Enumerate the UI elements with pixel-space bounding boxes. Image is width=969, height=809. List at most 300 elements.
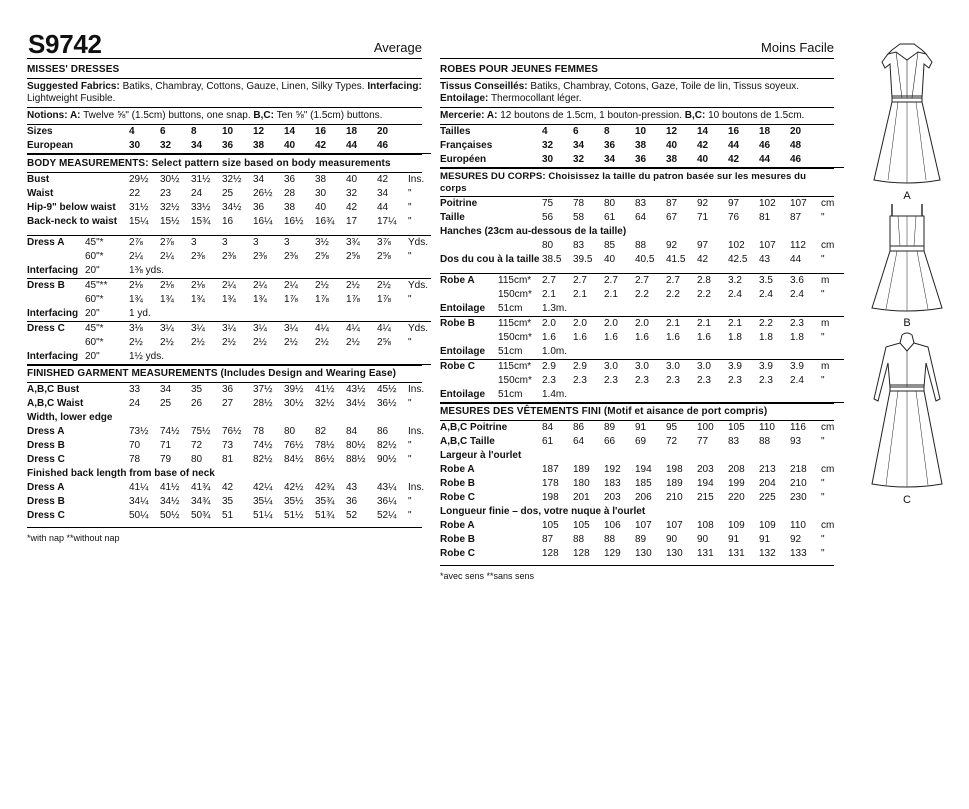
table-cell: " — [408, 337, 412, 348]
table-cell: 38 — [635, 140, 647, 151]
french-column — [440, 32, 834, 582]
table-cell: cm — [821, 198, 835, 209]
table-cell: 185 — [635, 478, 652, 489]
table-cell: " — [821, 478, 825, 489]
table-cell: A,B,C Taille — [440, 436, 495, 447]
table-cell: Tailles — [440, 126, 471, 137]
table-cell: 2.2 — [697, 289, 711, 300]
table-cell: A,B,C Bust — [27, 384, 80, 395]
table-cell: 80½ — [346, 440, 366, 451]
table-cell: " — [821, 332, 825, 343]
technical-drawings — [852, 40, 962, 506]
table-cell: 180 — [573, 478, 590, 489]
table-cell: 2⅛ — [160, 280, 174, 291]
table-cell: 10 — [222, 126, 234, 137]
table-cell: 50¾ — [191, 510, 211, 521]
table-cell — [440, 331, 498, 345]
table-cell: 82 — [315, 426, 327, 437]
table-cell: 2⅜ — [222, 251, 236, 262]
table-cell: 18 — [759, 126, 771, 137]
table-cell: 51¾ — [315, 510, 335, 521]
table-cell: 32 — [160, 139, 191, 154]
table-cell: 2½ — [315, 280, 329, 291]
table-cell: 2.7 — [635, 275, 649, 286]
table-cell: 1½ yds. — [129, 350, 160, 365]
table-cell: 2⅛ — [129, 280, 143, 291]
table-cell: " — [821, 254, 825, 265]
table-cell: 2.1 — [697, 318, 711, 329]
table-row — [440, 302, 844, 317]
table-cell — [284, 307, 315, 322]
table-cell: Hip-9" below waist — [27, 202, 116, 213]
table-cell: m — [821, 275, 830, 286]
table-cell: 46 — [377, 139, 408, 154]
table-cell: 2½ — [346, 337, 360, 348]
table-cell: 90 — [666, 534, 678, 545]
table-cell: 36¼ — [377, 496, 397, 507]
table-cell: 93 — [790, 436, 802, 447]
table-cell: " — [821, 375, 825, 386]
table-cell: 14 — [284, 126, 296, 137]
table-cell: 102 — [728, 240, 745, 251]
table-cell: 6 — [160, 126, 166, 137]
table-cell: 115cm* — [498, 318, 532, 329]
table-cell: 2.4 — [759, 289, 773, 300]
table-cell: 89 — [635, 534, 647, 545]
table-cell: 2½ — [377, 280, 391, 291]
section-title-fr: ROBES POUR JEUNES FEMMES — [440, 59, 834, 79]
table-cell — [191, 307, 222, 322]
table-cell: 29½ — [129, 174, 149, 185]
table-cell — [284, 350, 315, 365]
table-cell: " — [408, 440, 412, 451]
table-cell: 42½ — [284, 482, 304, 493]
table-cell: Robe B — [440, 478, 475, 489]
table-cell — [408, 350, 431, 365]
table-cell — [160, 264, 191, 279]
table-cell: 2.4 — [728, 289, 742, 300]
table-cell: Entoilage — [440, 388, 498, 403]
table-cell: 2.0 — [635, 318, 649, 329]
table-cell: " — [408, 398, 412, 409]
table-cell: 38 — [315, 174, 327, 185]
table-cell: 44 — [346, 139, 377, 154]
table-cell: 204 — [759, 478, 776, 489]
table-cell: 2¼ — [284, 280, 298, 291]
table-cell: 61 — [542, 436, 554, 447]
table-cell: 3.5 — [759, 275, 773, 286]
table-row — [440, 139, 844, 153]
table-cell: 38 — [666, 153, 697, 168]
table-cell: 106 — [604, 520, 621, 531]
table-cell: 10 — [635, 126, 647, 137]
table-cell: 40 — [284, 139, 315, 154]
table-cell: Robe B — [440, 318, 475, 329]
body-measurements-title-fr: MESURES DU CORPS: Choisissez la taille du patron basée sur les mesures du corps — [440, 168, 834, 197]
table-cell — [790, 345, 821, 360]
table-cell: 2.4 — [790, 375, 804, 386]
table-row — [27, 336, 431, 350]
table-cell: 84½ — [284, 454, 304, 465]
table-cell: 36 — [284, 174, 296, 185]
table-cell: Bust — [27, 174, 50, 185]
table-cell: 42¾ — [315, 482, 335, 493]
table-cell: 35½ — [284, 496, 304, 507]
table-cell: " — [821, 492, 825, 503]
table-cell: Robe A — [440, 520, 475, 531]
table-cell: cm — [821, 240, 835, 251]
table-cell: 2.1 — [542, 289, 556, 300]
table-cell: Dress B — [27, 440, 65, 451]
table-cell: 88 — [573, 534, 585, 545]
table-cell: 2.0 — [604, 318, 618, 329]
table-cell: 128 — [542, 548, 559, 559]
table-cell: Dress C — [27, 323, 65, 334]
table-cell: 17¼ — [377, 216, 397, 227]
table-row — [440, 331, 844, 345]
table-cell: 90 — [697, 534, 709, 545]
table-cell: 4¼ — [377, 323, 391, 334]
table-cell — [790, 302, 821, 317]
table-cell: Dress C — [27, 510, 65, 521]
table-cell: 30½ — [160, 174, 180, 185]
table-cell: " — [408, 294, 412, 305]
table-cell: 1¾ — [253, 294, 267, 305]
table-cell: 3.9 — [728, 361, 742, 372]
table-cell: 80 — [542, 240, 554, 251]
table-cell: 43½ — [346, 384, 366, 395]
table-cell: 15¼ — [129, 216, 149, 227]
table-cell: 132 — [759, 548, 776, 559]
table-cell: 92 — [790, 534, 802, 545]
table-cell: 40 — [666, 140, 678, 151]
table-cell: 25 — [160, 398, 172, 409]
table-row — [27, 279, 431, 294]
table-cell: 71 — [160, 440, 172, 451]
finished-measurements-title: FINISHED GARMENT MEASUREMENTS (Includes Design and Wearing Ease) — [27, 365, 422, 383]
table-cell: 44 — [728, 140, 740, 151]
table-cell — [728, 388, 759, 403]
table-cell — [27, 250, 85, 264]
table-cell: Dos du cou à la taille — [440, 254, 540, 265]
table-cell: 42 — [315, 139, 346, 154]
table-cell — [377, 350, 408, 365]
table-cell: 15½ — [160, 216, 180, 227]
table-cell: Dress C — [27, 454, 65, 465]
table-cell: 18 — [346, 126, 358, 137]
table-cell: 2.2 — [635, 289, 649, 300]
table-cell: 194 — [635, 464, 652, 475]
table-cell: 3¼ — [284, 323, 298, 334]
width-subtitle: Width, lower edge — [27, 412, 113, 423]
table-cell: " — [821, 548, 825, 559]
table-cell: 3¼ — [191, 323, 205, 334]
table-cell: 3.6 — [790, 275, 804, 286]
table-cell: 194 — [697, 478, 714, 489]
table-cell — [728, 302, 759, 317]
table-cell: 33 — [129, 384, 141, 395]
table-cell — [759, 345, 790, 360]
table-cell: 61 — [604, 212, 616, 223]
length-subtitle-fr: Longueur finie – dos, votre nuque à l'ourlet — [440, 506, 646, 517]
table-cell: 58 — [573, 212, 585, 223]
table-cell: 2.9 — [573, 361, 587, 372]
table-cell: 25 — [222, 188, 234, 199]
table-cell: 34 — [573, 140, 585, 151]
width-table — [27, 425, 431, 467]
table-cell: 51¼ — [253, 510, 273, 521]
table-cell: 74½ — [160, 426, 180, 437]
table-cell: 64 — [635, 212, 647, 223]
table-cell: 28½ — [253, 398, 273, 409]
table-row — [440, 197, 844, 211]
table-cell — [697, 388, 728, 403]
table-cell: 2½ — [160, 337, 174, 348]
table-cell — [408, 264, 431, 279]
table-cell: 32 — [346, 188, 358, 199]
table-cell: Dress A — [27, 237, 65, 248]
table-cell: 78 — [129, 454, 141, 465]
table-row — [440, 421, 844, 435]
table-cell: 3⅛ — [129, 323, 143, 334]
table-cell: 183 — [604, 478, 621, 489]
table-cell: 86½ — [315, 454, 335, 465]
table-cell: 30 — [129, 139, 160, 154]
table-cell: 31½ — [191, 174, 211, 185]
table-cell: 44 — [377, 202, 389, 213]
table-cell: 34 — [604, 153, 635, 168]
body-measurements-table — [27, 173, 431, 229]
table-cell: 12 — [666, 126, 678, 137]
table-row — [27, 322, 431, 337]
table-cell: 2½ — [129, 337, 143, 348]
table-cell: 43 — [759, 254, 771, 265]
table-row — [27, 139, 431, 154]
table-cell — [346, 350, 377, 365]
body-measurements-table-fr — [440, 197, 844, 225]
table-cell: 1.8 — [728, 332, 742, 343]
table-cell: 2¼ — [160, 251, 174, 262]
table-cell — [346, 307, 377, 322]
table-cell: 1.8 — [759, 332, 773, 343]
table-cell: 3¼ — [160, 323, 174, 334]
table-cell: 74½ — [253, 440, 273, 451]
table-cell: 2.4 — [790, 289, 804, 300]
table-cell: 2.1 — [604, 289, 618, 300]
finished-table — [27, 383, 431, 411]
table-cell — [573, 345, 604, 360]
table-row — [440, 388, 844, 403]
table-cell: Interfacing — [27, 264, 85, 279]
table-cell: 102 — [759, 198, 776, 209]
table-cell: 67 — [666, 212, 678, 223]
table-cell: 52¼ — [377, 510, 397, 521]
table-cell: 198 — [542, 492, 559, 503]
table-cell: 201 — [573, 492, 590, 503]
table-cell: 85 — [604, 240, 616, 251]
table-row — [27, 236, 431, 251]
table-cell: 109 — [759, 520, 776, 531]
table-cell: 2¼ — [222, 280, 236, 291]
table-cell: Ins. — [408, 174, 425, 185]
table-cell: " — [408, 510, 412, 521]
table-cell: 38 — [284, 202, 296, 213]
table-cell: 16 — [222, 216, 234, 227]
table-cell: 3½ — [315, 237, 329, 248]
table-cell: 41¾ — [191, 482, 211, 493]
table-row — [27, 425, 431, 439]
fabrics-paragraph-fr: Tissus Conseillés: Batiks, Chambray, Cotons, Gaze, Toile de lin, Tissus soyeux. Entoilage: Thermocollant léger. — [440, 79, 834, 108]
table-cell: 39½ — [284, 384, 304, 395]
table-cell — [790, 388, 821, 403]
table-cell: 42 — [346, 202, 358, 213]
table-cell: 100 — [697, 422, 714, 433]
table-cell: Ins. — [408, 482, 425, 493]
table-cell: m — [821, 318, 830, 329]
table-row — [27, 350, 431, 365]
table-cell: 2.3 — [604, 375, 618, 386]
table-row — [440, 519, 844, 533]
table-cell: 42.5 — [728, 254, 748, 265]
table-cell: 80 — [604, 198, 616, 209]
table-row — [440, 211, 844, 225]
table-cell: 30 — [542, 153, 573, 168]
table-cell — [222, 264, 253, 279]
table-cell: 24 — [191, 188, 203, 199]
table-cell: 3 — [222, 237, 228, 248]
table-cell — [440, 239, 542, 253]
table-cell: cm — [821, 422, 835, 433]
table-cell: 83 — [635, 198, 647, 209]
table-cell: 26 — [191, 398, 203, 409]
table-cell: Entoilage — [440, 345, 498, 360]
table-cell — [191, 350, 222, 365]
table-cell: 2.3 — [790, 318, 804, 329]
table-cell: 50½ — [160, 510, 180, 521]
table-row — [27, 383, 431, 397]
table-cell: 203 — [604, 492, 621, 503]
table-cell: 1.6 — [542, 332, 556, 343]
table-cell: 1⅞ — [284, 294, 298, 305]
table-cell: 20" — [85, 350, 129, 365]
table-cell — [666, 388, 697, 403]
table-cell: 2½ — [284, 337, 298, 348]
table-cell: 20" — [85, 264, 129, 279]
table-cell — [222, 350, 253, 365]
dress-b-drawing — [852, 202, 962, 317]
table-cell: 1⅞ — [315, 294, 329, 305]
table-cell: Robe C — [440, 548, 475, 559]
table-cell: 2⅞ — [160, 237, 174, 248]
table-cell: " — [821, 212, 825, 223]
table-cell: 90½ — [377, 454, 397, 465]
table-cell: 79 — [160, 454, 172, 465]
table-cell — [408, 125, 431, 139]
table-cell — [408, 307, 431, 322]
table-cell: 32½ — [160, 202, 180, 213]
table-cell: 46 — [790, 153, 821, 168]
table-cell: 2.7 — [542, 275, 556, 286]
table-cell: " — [408, 251, 412, 262]
table-cell: 107 — [759, 240, 776, 251]
table-cell: " — [821, 534, 825, 545]
table-cell: " — [408, 202, 412, 213]
table-cell: 83 — [573, 240, 585, 251]
table-cell: 97 — [728, 198, 740, 209]
table-cell: 4 — [129, 126, 135, 137]
table-cell: 42 — [697, 140, 709, 151]
table-cell: 2½ — [191, 337, 205, 348]
table-cell: 60"* — [85, 337, 104, 348]
dress-c-drawing — [852, 329, 962, 494]
table-cell: 210 — [790, 478, 807, 489]
table-cell: 40 — [346, 174, 358, 185]
table-cell: 51 — [222, 510, 234, 521]
table-cell: Robe A — [440, 464, 475, 475]
table-cell: 1¾ — [222, 294, 236, 305]
table-cell — [160, 307, 191, 322]
table-cell: 3.0 — [697, 361, 711, 372]
table-cell: 27 — [222, 398, 234, 409]
table-cell: 2⅜ — [284, 251, 298, 262]
table-cell: 16 — [315, 126, 327, 137]
table-cell: 130 — [666, 548, 683, 559]
table-cell — [440, 288, 498, 302]
table-cell — [253, 264, 284, 279]
table-cell: 2.2 — [666, 289, 680, 300]
table-cell: 42 — [728, 153, 759, 168]
table-cell: 32½ — [222, 174, 242, 185]
table-cell: 2.9 — [542, 361, 556, 372]
table-cell: 72 — [666, 436, 678, 447]
table-cell: 91 — [759, 534, 771, 545]
view-label-c: C — [903, 494, 911, 506]
table-cell — [253, 350, 284, 365]
table-cell: 129 — [604, 548, 621, 559]
table-cell — [666, 302, 697, 317]
difficulty-level: Average — [373, 40, 422, 55]
table-cell: 225 — [759, 492, 776, 503]
table-cell: 46 — [759, 140, 771, 151]
table-cell: 82½ — [377, 440, 397, 451]
table-cell: 88 — [604, 534, 616, 545]
table-cell: 81 — [222, 454, 234, 465]
table-cell: 198 — [666, 464, 683, 475]
table-cell: 88 — [635, 240, 647, 251]
table-cell — [604, 302, 635, 317]
table-cell: 80 — [191, 454, 203, 465]
table-cell: 38 — [253, 139, 284, 154]
table-cell: 2⅝ — [315, 251, 329, 262]
table-cell: Robe A — [440, 275, 475, 286]
table-cell — [604, 388, 635, 403]
table-cell: Waist — [27, 188, 54, 199]
table-cell: 2.3 — [759, 375, 773, 386]
table-cell: 20 — [790, 126, 802, 137]
table-cell: 83 — [728, 436, 740, 447]
table-cell: 4¼ — [346, 323, 360, 334]
table-row — [27, 250, 431, 264]
table-cell: 2.3 — [542, 375, 556, 386]
table-cell: 3.0 — [604, 361, 618, 372]
table-cell: 2.1 — [666, 318, 680, 329]
table-cell: 43 — [346, 482, 358, 493]
table-cell: 230 — [790, 492, 807, 503]
table-cell: 3.9 — [759, 361, 773, 372]
table-cell: 69 — [635, 436, 647, 447]
table-cell: 2.8 — [697, 275, 711, 286]
table-cell — [573, 388, 604, 403]
